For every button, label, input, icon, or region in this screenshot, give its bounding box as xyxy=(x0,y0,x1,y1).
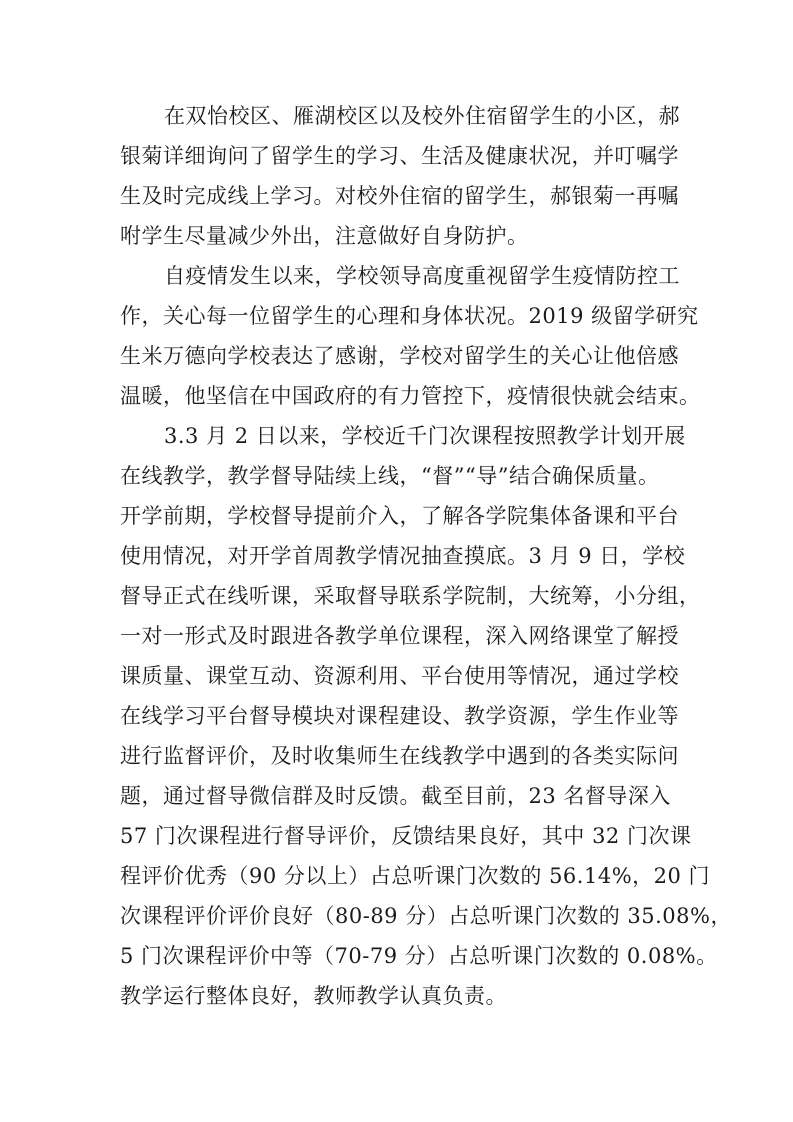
text-line: 银菊详细询问了留学生的学习、生活及健康状况，并叮嘱学 xyxy=(120,144,679,168)
text-line: 程评价优秀（90 分以上）占总听课门次数的 56.14%，20 门 xyxy=(120,864,711,888)
text-line: 在线教学，教学督导陆续上线，“督”“导”结合确保质量。 xyxy=(120,464,660,488)
text-line: 一对一形式及时跟进各教学单位课程，深入网络课堂了解授 xyxy=(120,624,679,648)
paragraph-epidemic-care xyxy=(120,256,701,416)
text-line: 作，关心每一位留学生的心理和身体状况。2019 级留学研究 xyxy=(120,304,699,328)
text-line: 生及时完成线上学习。对校外住宿的留学生，郝银菊一再嘱 xyxy=(120,184,679,208)
text-line: 在线学习平台督导模块对课程建设、教学资源，学生作业等 xyxy=(120,704,679,728)
text-line: 咐学生尽量减少外出，注意做好自身防护。 xyxy=(120,224,529,248)
text-line: 自疫情发生以来，学校领导高度重视留学生疫情防控工 xyxy=(164,264,680,288)
paragraph-campus-visit xyxy=(120,96,680,256)
text-line: 5 门次课程评价中等（70-79 分）占总听课门次数的 0.08%。 xyxy=(120,944,718,968)
text-line: 次课程评价评价良好（80-89 分）占总听课门次数的 35.08%， xyxy=(120,904,732,928)
text-line: 教学运行整体良好，教师教学认真负责。 xyxy=(120,984,507,1008)
document-body xyxy=(120,96,732,1016)
text-line: 开学前期，学校督导提前介入，了解各学院集体备课和平台 xyxy=(120,504,679,528)
text-line: 督导正式在线听课，采取督导联系学院制，大统筹，小分组， xyxy=(120,584,701,608)
text-line: 温暖，他坚信在中国政府的有力管控下，疫情很快就会结束。 xyxy=(120,384,701,408)
text-line: 进行监督评价，及时收集师生在线教学中遇到的各类实际问 xyxy=(120,744,679,768)
text-line: 课质量、课堂互动、资源利用、平台使用等情况，通过学校 xyxy=(120,664,679,688)
text-line: 在双怡校区、雁湖校区以及校外住宿留学生的小区，郝 xyxy=(164,104,680,128)
text-line: 生米万德向学校表达了感谢，学校对留学生的关心让他倍感 xyxy=(120,344,679,368)
text-line: 57 门次课程进行督导评价，反馈结果良好，其中 32 门次课 xyxy=(120,824,692,848)
text-line: 3.3 月 2 日以来，学校近千门次课程按照教学计划开展 xyxy=(164,424,686,448)
text-line: 使用情况，对开学首周教学情况抽查摸底。3 月 9 日，学校 xyxy=(120,544,686,568)
paragraph-teaching-supervision xyxy=(120,416,732,1016)
text-line: 题，通过督导微信群及时反馈。截至目前，23 名督导深入 xyxy=(120,784,671,808)
